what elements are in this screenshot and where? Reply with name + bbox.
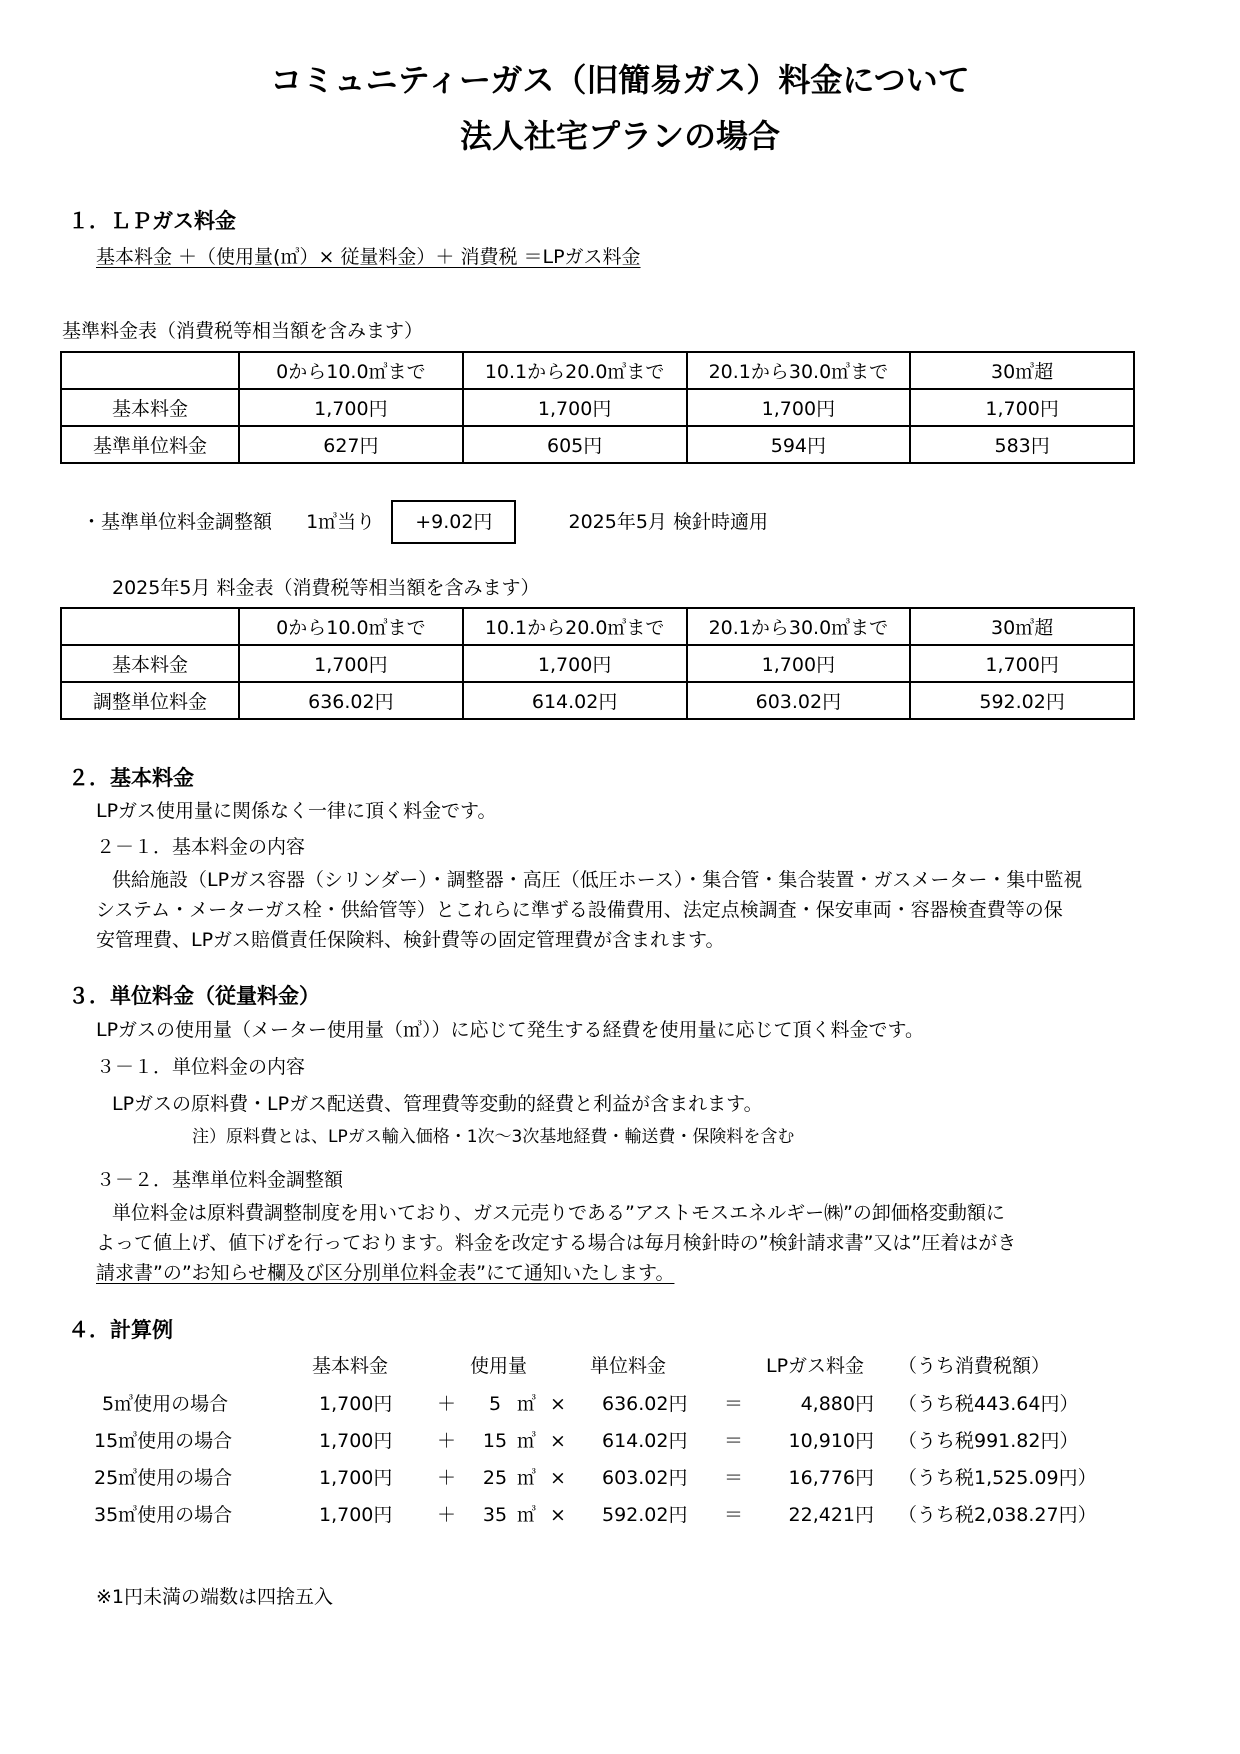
calc-tax: （うち税1,525.09円） [898, 1467, 1097, 1489]
calc-col-unit: 単位料金 [590, 1355, 667, 1377]
table-cell: 1,700円 [239, 645, 463, 682]
calc-price: 592.02円 [602, 1504, 688, 1526]
adjustment-line [82, 500, 768, 544]
calc-row [94, 1464, 1182, 1494]
calc-col-tax: （うち消費税額） [898, 1355, 1051, 1377]
table-cell: 1,700円 [239, 389, 463, 426]
table-cell: 605円 [463, 426, 687, 463]
table-cell: 基本料金 [61, 645, 239, 682]
table-row [61, 426, 1134, 463]
table2-caption: 2025年5月 料金表（消費税等相当額を含みます） [112, 577, 540, 599]
section1-heading: １．ＬＰガス料金 [68, 209, 236, 233]
section3-sub2-body-line: 単位料金は原料費調整制度を用いており、ガス元売りである”アストモスエネルギー㈱”の卸価格変動額に [112, 1202, 1005, 1224]
calc-total: 16,776円 [788, 1467, 874, 1489]
calc-tax: （うち税991.82円） [898, 1430, 1079, 1452]
section3-heading: ３．単位料金（従量料金） [68, 984, 320, 1008]
section2-intro: LPガス使用量に関係なく一律に頂く料金です。 [96, 800, 497, 822]
table-cell: 1,700円 [463, 389, 687, 426]
calc-qty: 5 [488, 1393, 502, 1415]
calc-total: 22,421円 [788, 1504, 874, 1526]
table-cell: 調整単位料金 [61, 682, 239, 719]
adjustment-value: +9.02円 [391, 500, 516, 544]
table-cell: 1,700円 [687, 389, 911, 426]
calc-price: 603.02円 [602, 1467, 688, 1489]
section4-heading: ４．計算例 [68, 1318, 173, 1342]
table-cell: 636.02円 [239, 682, 463, 719]
table-cell: 614.02円 [463, 682, 687, 719]
document-subtitle: 法人社宅プランの場合 [459, 117, 780, 155]
calc-unit-sym: ㎥ [517, 1504, 537, 1526]
calc-price: 614.02円 [602, 1430, 688, 1452]
calc-plus: ＋ [437, 1467, 457, 1489]
table-cell: 30㎥超 [910, 352, 1134, 389]
calc-rows [94, 1390, 1182, 1540]
table-cell: 603.02円 [687, 682, 911, 719]
calc-qty: 35 [482, 1504, 508, 1526]
document-title: コミュニティーガス（旧簡易ガス）料金について [270, 61, 970, 99]
section2-subheading: ２－１．基本料金の内容 [96, 836, 306, 858]
calc-label: 25㎥使用の場合 [94, 1467, 233, 1489]
section3-sub1-body: LPガスの原料費・LPガス配送費、管理費等変動的経費と利益が含まれます。 [112, 1093, 763, 1115]
table-header-row [61, 352, 1134, 389]
calc-unit-sym: ㎥ [517, 1430, 537, 1452]
table-row [61, 682, 1134, 719]
calc-eq: ＝ [724, 1393, 744, 1415]
section2-body-line: システム・メーターガス栓・供給管等）とこれらに準ずる設備費用、法定点検調査・保安車両・容器検査費等の保 [96, 899, 1063, 921]
calc-col-total: LPガス料金 [766, 1355, 865, 1377]
table-row [61, 389, 1134, 426]
calc-total: 10,910円 [788, 1430, 874, 1452]
footnote: ※1円未満の端数は四捨五入 [96, 1586, 334, 1608]
table-cell: 592.02円 [910, 682, 1134, 719]
calc-base: 1,700円 [319, 1504, 393, 1526]
calc-price: 636.02円 [602, 1393, 688, 1415]
calc-base: 1,700円 [319, 1430, 393, 1452]
table-cell: 0から10.0㎥まで [239, 608, 463, 645]
section3-sub2-body-line: 請求書”の”お知らせ欄及び区分別単位料金表”にて通知いたします。 [96, 1262, 675, 1284]
table-cell: 1,700円 [463, 645, 687, 682]
calc-tax: （うち税443.64円） [898, 1393, 1079, 1415]
calc-total: 4,880円 [800, 1393, 874, 1415]
calc-times: × [550, 1467, 566, 1489]
calc-label: 5㎥使用の場合 [102, 1393, 229, 1415]
calc-col-base: 基本料金 [312, 1355, 389, 1377]
section2-heading: ２．基本料金 [68, 766, 194, 790]
adjusted-rate-table [60, 607, 1135, 720]
section3-sub2-body-line: よって値上げ、値下げを行っております。料金を改定する場合は毎月検針時の”検針請求書”又は”圧着はがき [96, 1232, 1017, 1254]
table-cell: 1,700円 [910, 389, 1134, 426]
section3-sub1-heading: ３－１．単位料金の内容 [96, 1056, 306, 1078]
calc-plus: ＋ [437, 1504, 457, 1526]
calc-base: 1,700円 [319, 1393, 393, 1415]
calc-times: × [550, 1430, 566, 1452]
table-cell: 10.1から20.0㎥まで [463, 352, 687, 389]
calc-row [94, 1427, 1182, 1457]
section3-sub2-heading: ３－２．基準単位料金調整額 [96, 1169, 344, 1191]
calc-label: 35㎥使用の場合 [94, 1504, 233, 1526]
calc-qty: 25 [482, 1467, 508, 1489]
table-cell: 583円 [910, 426, 1134, 463]
section2-body-line: 供給施設（LPガス容器（シリンダー）・調整器・高圧（低圧ホース）・集合管・集合装置・ガスメーター・集中監視 [112, 869, 1083, 891]
calc-unit-sym: ㎥ [517, 1393, 537, 1415]
calc-label: 15㎥使用の場合 [94, 1430, 233, 1452]
adjustment-per-unit: 1㎥当り [306, 511, 376, 533]
table-row [61, 645, 1134, 682]
table-cell: 20.1から30.0㎥まで [687, 352, 911, 389]
table-cell: 10.1から20.0㎥まで [463, 608, 687, 645]
table-cell: 627円 [239, 426, 463, 463]
adjustment-label: ・基準単位料金調整額 [82, 511, 273, 533]
table-cell [61, 608, 239, 645]
table-cell [61, 352, 239, 389]
calc-times: × [550, 1504, 566, 1526]
calc-qty: 15 [482, 1430, 508, 1452]
table-cell: 基本料金 [61, 389, 239, 426]
section1-formula: 基本料金 ＋（使用量(㎥）× 従量料金）＋ 消費税 ＝LPガス料金 [96, 246, 641, 268]
table-cell: 1,700円 [687, 645, 911, 682]
table-header-row [61, 608, 1134, 645]
calc-col-usage: 使用量 [470, 1355, 528, 1377]
table1-caption: 基準料金表（消費税等相当額を含みます） [62, 320, 424, 342]
calc-unit-sym: ㎥ [517, 1467, 537, 1489]
calc-eq: ＝ [724, 1430, 744, 1452]
table-cell: 20.1から30.0㎥まで [687, 608, 911, 645]
section2-body-line: 安管理費、LPガス賠償責任保険料、検針費等の固定管理費が含まれます。 [96, 929, 725, 951]
table-cell: 594円 [687, 426, 911, 463]
calc-eq: ＝ [724, 1504, 744, 1526]
calc-times: × [550, 1393, 566, 1415]
calc-plus: ＋ [437, 1430, 457, 1452]
calc-base: 1,700円 [319, 1467, 393, 1489]
adjustment-note: 2025年5月 検針時適用 [568, 511, 768, 533]
calc-plus: ＋ [437, 1393, 457, 1415]
table-cell: 0から10.0㎥まで [239, 352, 463, 389]
table-cell: 30㎥超 [910, 608, 1134, 645]
table-cell: 基準単位料金 [61, 426, 239, 463]
calc-row [102, 1390, 1182, 1420]
base-rate-table [60, 351, 1135, 464]
table-cell: 1,700円 [910, 645, 1134, 682]
section3-sub1-note: 注）原料費とは、LPガス輸入価格・1次～3次基地経費・輸送費・保険料を含む [192, 1127, 795, 1147]
section3-intro: LPガスの使用量（メーター使用量（㎥））に応じて発生する経費を使用量に応じて頂く料金です。 [96, 1019, 925, 1041]
calc-row [94, 1501, 1182, 1531]
calc-eq: ＝ [724, 1467, 744, 1489]
calc-tax: （うち税2,038.27円） [898, 1504, 1097, 1526]
